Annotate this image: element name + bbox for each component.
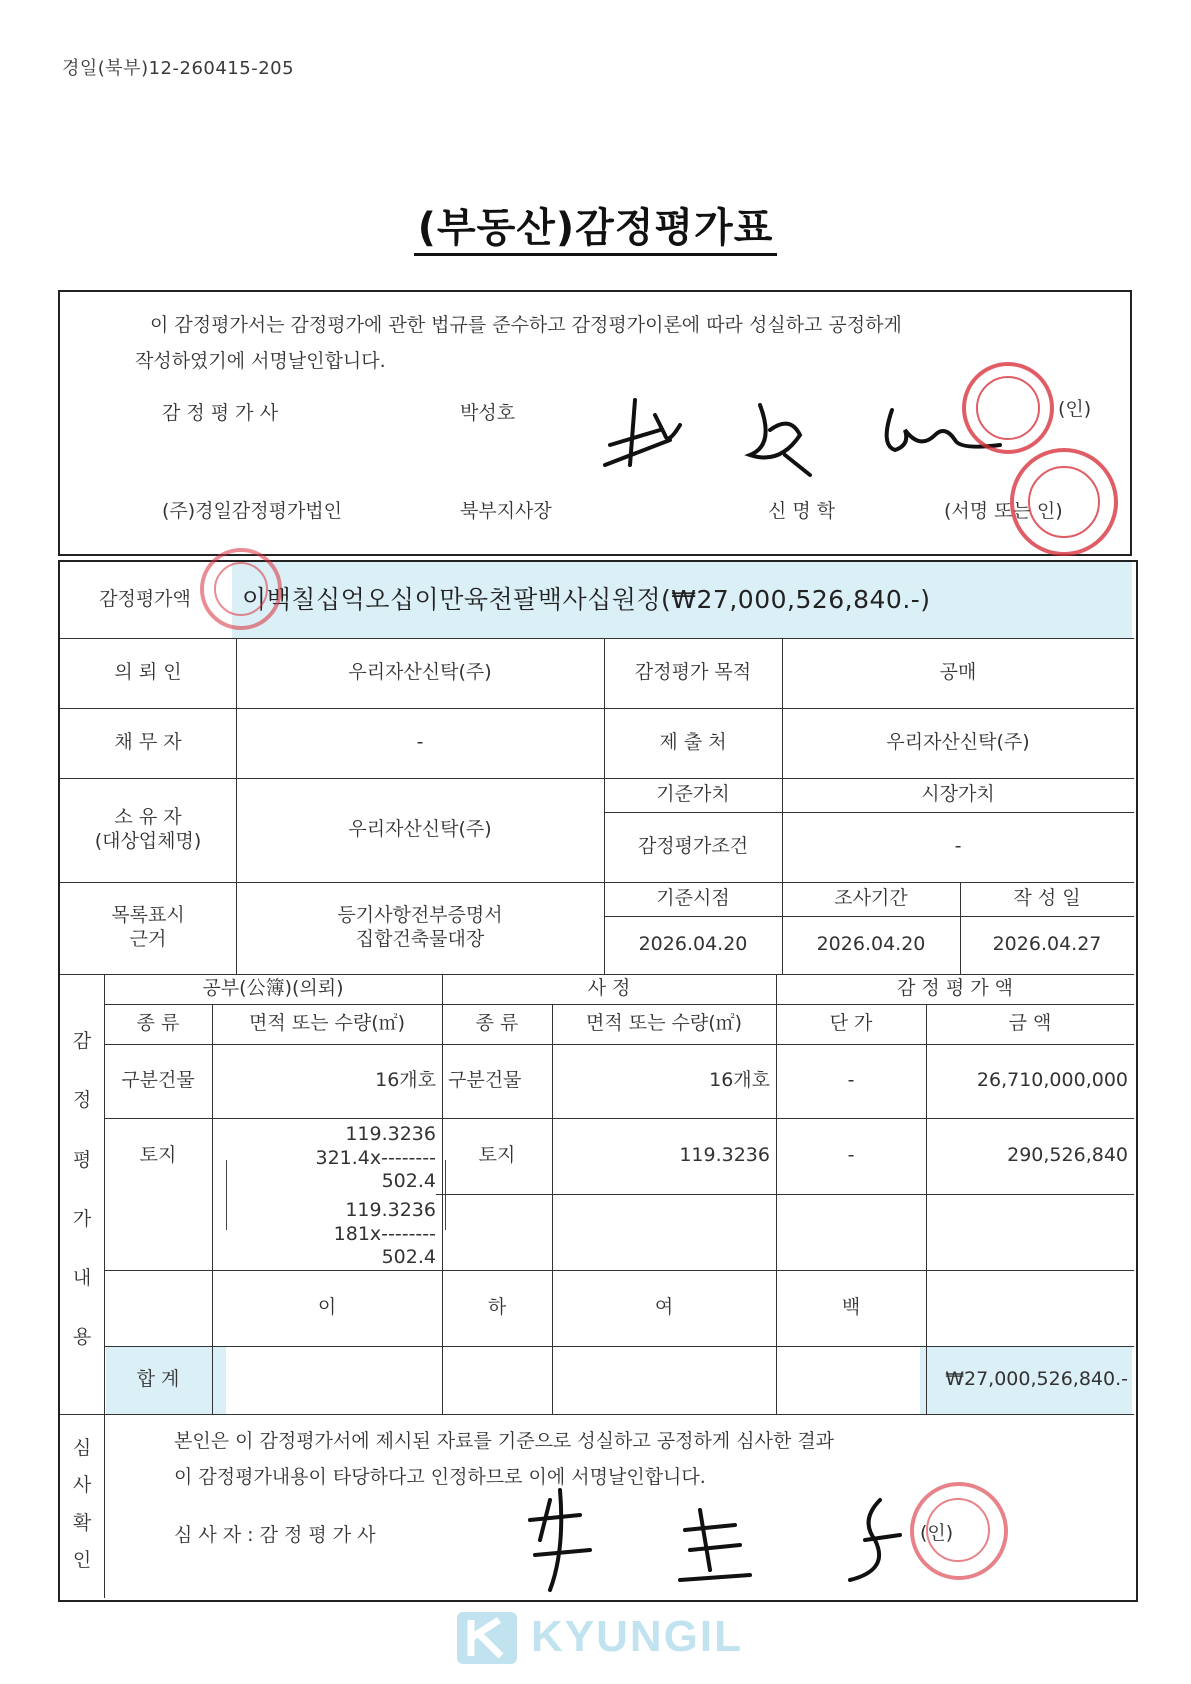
review-line-2: 이 감정평가내용이 타당하다고 인정하므로 이에 서명날인합니다. [174, 1466, 706, 1488]
closing-word-3: 여 [654, 1296, 674, 1319]
group-public-header: 공부(公簿)(의뢰) [202, 977, 344, 1000]
client-value: 우리자산신탁(주) [348, 661, 492, 684]
declaration-line-1: 이 감정평가서는 감정평가에 관한 법규를 준수하고 감정평가이론에 따라 성실하고 공정하게 [150, 314, 902, 336]
appraiser-label: 감 정 평 가 사 [162, 402, 278, 424]
review-side-label: 심 사 확 인 [72, 1436, 92, 1572]
debtor-value: - [416, 731, 424, 754]
table-row-2-type-actual: 토지 [478, 1144, 516, 1167]
closing-word-4: 백 [841, 1296, 861, 1319]
header-amount: 금 액 [1008, 1012, 1052, 1035]
header-type: 종 류 [136, 1012, 180, 1035]
closing-word-1: 이 [317, 1296, 337, 1319]
debtor-label: 채 무 자 [114, 731, 182, 754]
date-base-value: 2026.04.20 [638, 933, 748, 956]
client-label: 의 뢰 인 [114, 661, 182, 684]
date-base-label: 기준시점 [656, 887, 730, 910]
table-row-1-type: 구분건물 [121, 1069, 195, 1092]
table-row-1-unit: - [847, 1069, 855, 1092]
group-actual-header: 사 정 [587, 977, 631, 1000]
table-row-1-type-actual: 구분건물 [448, 1069, 522, 1092]
appraiser-name: 박성호 [460, 402, 516, 424]
review-seal-mark: (인) [920, 1522, 954, 1544]
closing-word-2: 하 [487, 1296, 507, 1319]
review-line-1: 본인은 이 감정평가서에 제시된 자료를 기준으로 성실하고 공정하게 심사한 결과 [174, 1430, 835, 1452]
total-value: ₩27,000,526,840.- [945, 1368, 1128, 1391]
basis-value: 시장가치 [921, 783, 995, 806]
amount-seal [200, 548, 282, 630]
written-value: 2026.04.27 [992, 933, 1102, 956]
seal-mark: (인) [1058, 398, 1092, 420]
document-number: 경일(북부)12-260415-205 [62, 58, 295, 79]
header-type-actual: 종 류 [475, 1012, 519, 1035]
amount-text: 이백칠십억오십이만육천팔백사십원정(₩27,000,526,840.-) [242, 585, 931, 615]
declaration-line-2: 작성하였기에 서명날인합니다. [135, 350, 386, 372]
written-label: 작 성 일 [1013, 887, 1081, 910]
amount-label: 감정평가액 [99, 588, 191, 611]
submit-label: 제 출 처 [659, 731, 727, 754]
bottom-rule [58, 1600, 1134, 1602]
submit-value: 우리자산신탁(주) [886, 731, 1030, 754]
page-title: (부동산)감정평가표 [0, 196, 1191, 253]
firm-name: (주)경일감정평가법인 [162, 500, 343, 522]
listing-basis: 등기사항전부증명서 집합건축물대장 [337, 904, 503, 950]
owner-label: 소 유 자 (대상업체명) [94, 806, 202, 852]
logo-mark-icon [455, 1610, 519, 1666]
table-row-2-area-fraction: 119.3236 321.4x-------- 502.4 [315, 1122, 436, 1193]
header-area-actual: 면적 또는 수량(㎡) [585, 1012, 743, 1035]
header-unit-price: 단 가 [829, 1012, 873, 1035]
table-row-1-amount: 26,710,000,000 [976, 1069, 1128, 1092]
reviewer-label: 심 사 자 : 감 정 평 가 사 [174, 1524, 376, 1546]
purpose-label: 감정평가 목적 [634, 661, 752, 684]
owner-value: 우리자산신탁(주) [348, 818, 492, 841]
table-row-3-area-fraction: 119.3236 181x-------- 502.4 [333, 1198, 436, 1269]
table-row-2-unit: - [847, 1144, 855, 1167]
table-row-1-area: 16개호 [375, 1069, 436, 1092]
condition-label: 감정평가조건 [637, 835, 749, 858]
reviewer-signature [520, 1480, 940, 1600]
fraction-bracket [226, 1160, 446, 1230]
survey-label: 조사기간 [834, 887, 908, 910]
signer-name: 신 명 학 [768, 500, 836, 522]
table-row-2-area-actual: 119.3236 [679, 1144, 770, 1167]
purpose-value: 공매 [939, 661, 977, 684]
branch-title: 북부지사장 [460, 500, 552, 522]
survey-value: 2026.04.20 [816, 933, 926, 956]
table-row-2-type: 토지 [139, 1144, 177, 1167]
condition-value: - [954, 835, 962, 858]
table-row-1-area-actual: 16개호 [709, 1069, 770, 1092]
appraiser-signature [600, 385, 1020, 485]
logo-text: KYUNGIL [531, 1612, 743, 1661]
header-area: 면적 또는 수량(㎡) [248, 1012, 406, 1035]
sign-or-seal: (서명 또는 인) [944, 500, 1063, 522]
group-value-header: 감 정 평 가 액 [897, 977, 1013, 1000]
table-row-2-amount: 290,526,840 [1007, 1144, 1128, 1167]
reviewer-seal [910, 1482, 1008, 1580]
basis-value-label: 기준가치 [656, 783, 730, 806]
company-seal [962, 362, 1054, 454]
listing-label: 목록표시 근거 [111, 904, 185, 950]
detail-side-label: 감 정 평 가 내 용 [72, 1030, 92, 1349]
kyungil-logo [455, 1608, 755, 1668]
total-label: 합 계 [136, 1368, 180, 1391]
branch-seal [1010, 448, 1118, 556]
